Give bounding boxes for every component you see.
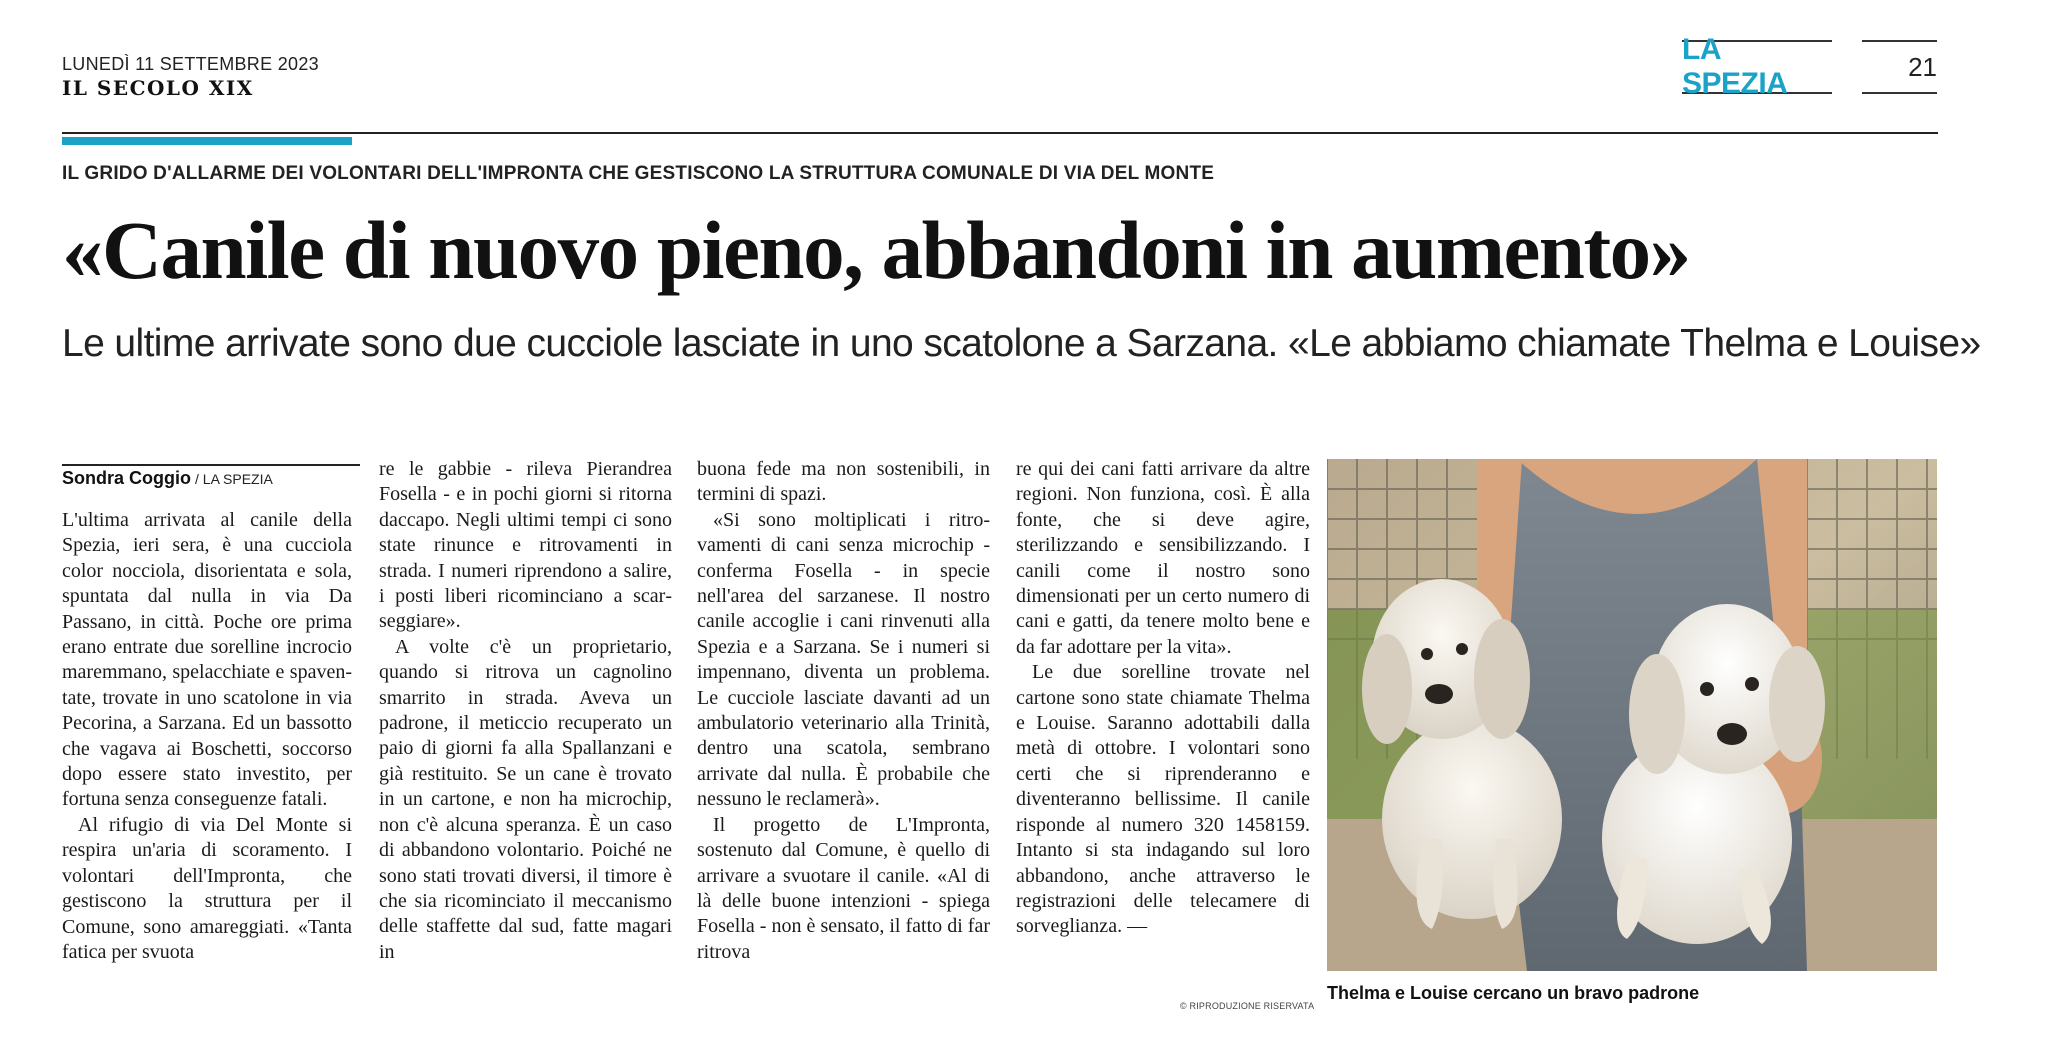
paragraph: «Si sono moltiplicati i ritrovamenti di cani senza microchip - conferma Fosella - in specie nell'area del sarzanese. Il nostro canile accoglie i cani rinvenuti alla Spezia e a Sarzana. Se i numeri si impennano, diventa un problema. Le cucciole lasciate davanti ad un ambulatorio veterinario alla Trinità, dentro una scatola, sembrano arrivate dal nulla. È probabile che nessuno le reclamerà». [697, 508, 990, 811]
accent-bar [62, 137, 352, 145]
paragraph: re qui dei cani fatti arrivare da altre regioni. Non funziona, così. È alla fonte, che si deve agire, sterilizzando e sensibilizzando. I canili come il nostro sono dimensionati per un certo numero di cani e gatti, da tenere molto bene e da far adottare per la vita». [1016, 458, 1310, 658]
byline [62, 464, 360, 494]
byline-location: / LA SPEZIA [195, 471, 273, 487]
paragraph: Al rifugio di via Del Monte si respira un'aria di scoramento. I volontari dell'Impronta, che gestiscono la struttura per il Comune, sono amareggiati. «Tanta fatica per svuota [62, 813, 352, 963]
paragraph: buona fede ma non sostenibili, in termini di spazi. [697, 458, 990, 506]
paragraph: A volte c'è un proprietario, quando si ritrova un cagnolino smarrito in strada. Aveva un padrone, il meticcio recuperato un paio di giorni fa alla Spallanzani e già restituito. Se un cane è trovato in un cartone, e non ha microchip, non c'è alcuna speranza. È un caso di abbandono volontario. Poiché ne sono stati trovati diversi, il timore è che sia ricominciato il meccanismo delle staffette dal sud, fatte magari in [379, 635, 672, 963]
article-headline: «Canile di nuovo pieno, abbandoni in aumento» [62, 204, 1690, 296]
photo-caption: Thelma e Louise cercano un bravo padrone [1327, 983, 1700, 1003]
header-rule [62, 132, 1938, 134]
text-column-3 [697, 457, 990, 965]
section-name: LA SPEZIA [1682, 33, 1788, 100]
text-column-4 [1016, 457, 1310, 940]
page-number-box [1862, 40, 1937, 94]
paragraph: re le gabbie - rileva Pierandrea Fosella - e in pochi giorni si ritorna daccapo. Negli ultimi tempi ci sono state rinunce e ritrovamenti in strada. I numeri riprendono a salire, i posti liberi ricominciano a scarseggiare». [379, 458, 672, 633]
article-kicker: IL GRIDO D'ALLARME DEI VOLONTARI DELL'IMPRONTA CHE GESTISCONO LA STRUTTURA COMUNALE DI VIA DEL MONTE [62, 163, 1215, 184]
copyright-notice: © RIPRODUZIONE RISERVATA [1180, 1001, 1315, 1011]
paragraph: Il progetto de L'Impronta, sostenuto dal Comune, è quello di arrivare a svuotare il canile. «Al di là delle buone intenzioni - spiega Fosella - non è sensato, il fatto di far ritrova [697, 813, 990, 963]
issue-date: LUNEDÌ 11 SETTEMBRE 2023 [62, 54, 319, 74]
text-column-1 [62, 508, 352, 965]
page-number: 21 [1908, 51, 1937, 82]
section-header [1682, 33, 1832, 100]
text-column-2 [379, 457, 672, 965]
paragraph: Le due sorelline trovate nel cartone sono state chiamate Thelma e Louise. Saranno adottabili dalla metà di ottobre. I volontari sono certi che si riprenderanno e diventeranno bellissime. Il canile risponde al numero 320 1458159. Intanto si sta indagando sul loro abbandono, anche attraverso le registrazioni delle telecamere di sorveglianza. — [1016, 661, 1310, 938]
paragraph: L'ultima arrivata al canile della Spezia, ieri sera, è una cucciola color nocciola, disorientata e sola, spuntata dal nulla in via Da Passano, in città. Poche ore prima erano entrate due sorelline incrocio maremmano, spelacchiate e spaventate, trovate in uno scatolone in via Pecorina, a Sarzana. Ed un bassotto che vagava ai Boschetti, soccorso dopo essere stato investito, per fortuna senza conseguenze fatali. [62, 509, 352, 811]
article-subheadline: Le ultime arrivate sono due cucciole lasciate in uno scatolone a Sarzana. «Le abbiamo chiamate Thelma e Louise» [62, 322, 1981, 365]
byline-author: Sondra Coggio [62, 468, 191, 488]
article-photo [1327, 459, 1937, 971]
newspaper-masthead: IL SECOLO XIX [62, 76, 254, 100]
